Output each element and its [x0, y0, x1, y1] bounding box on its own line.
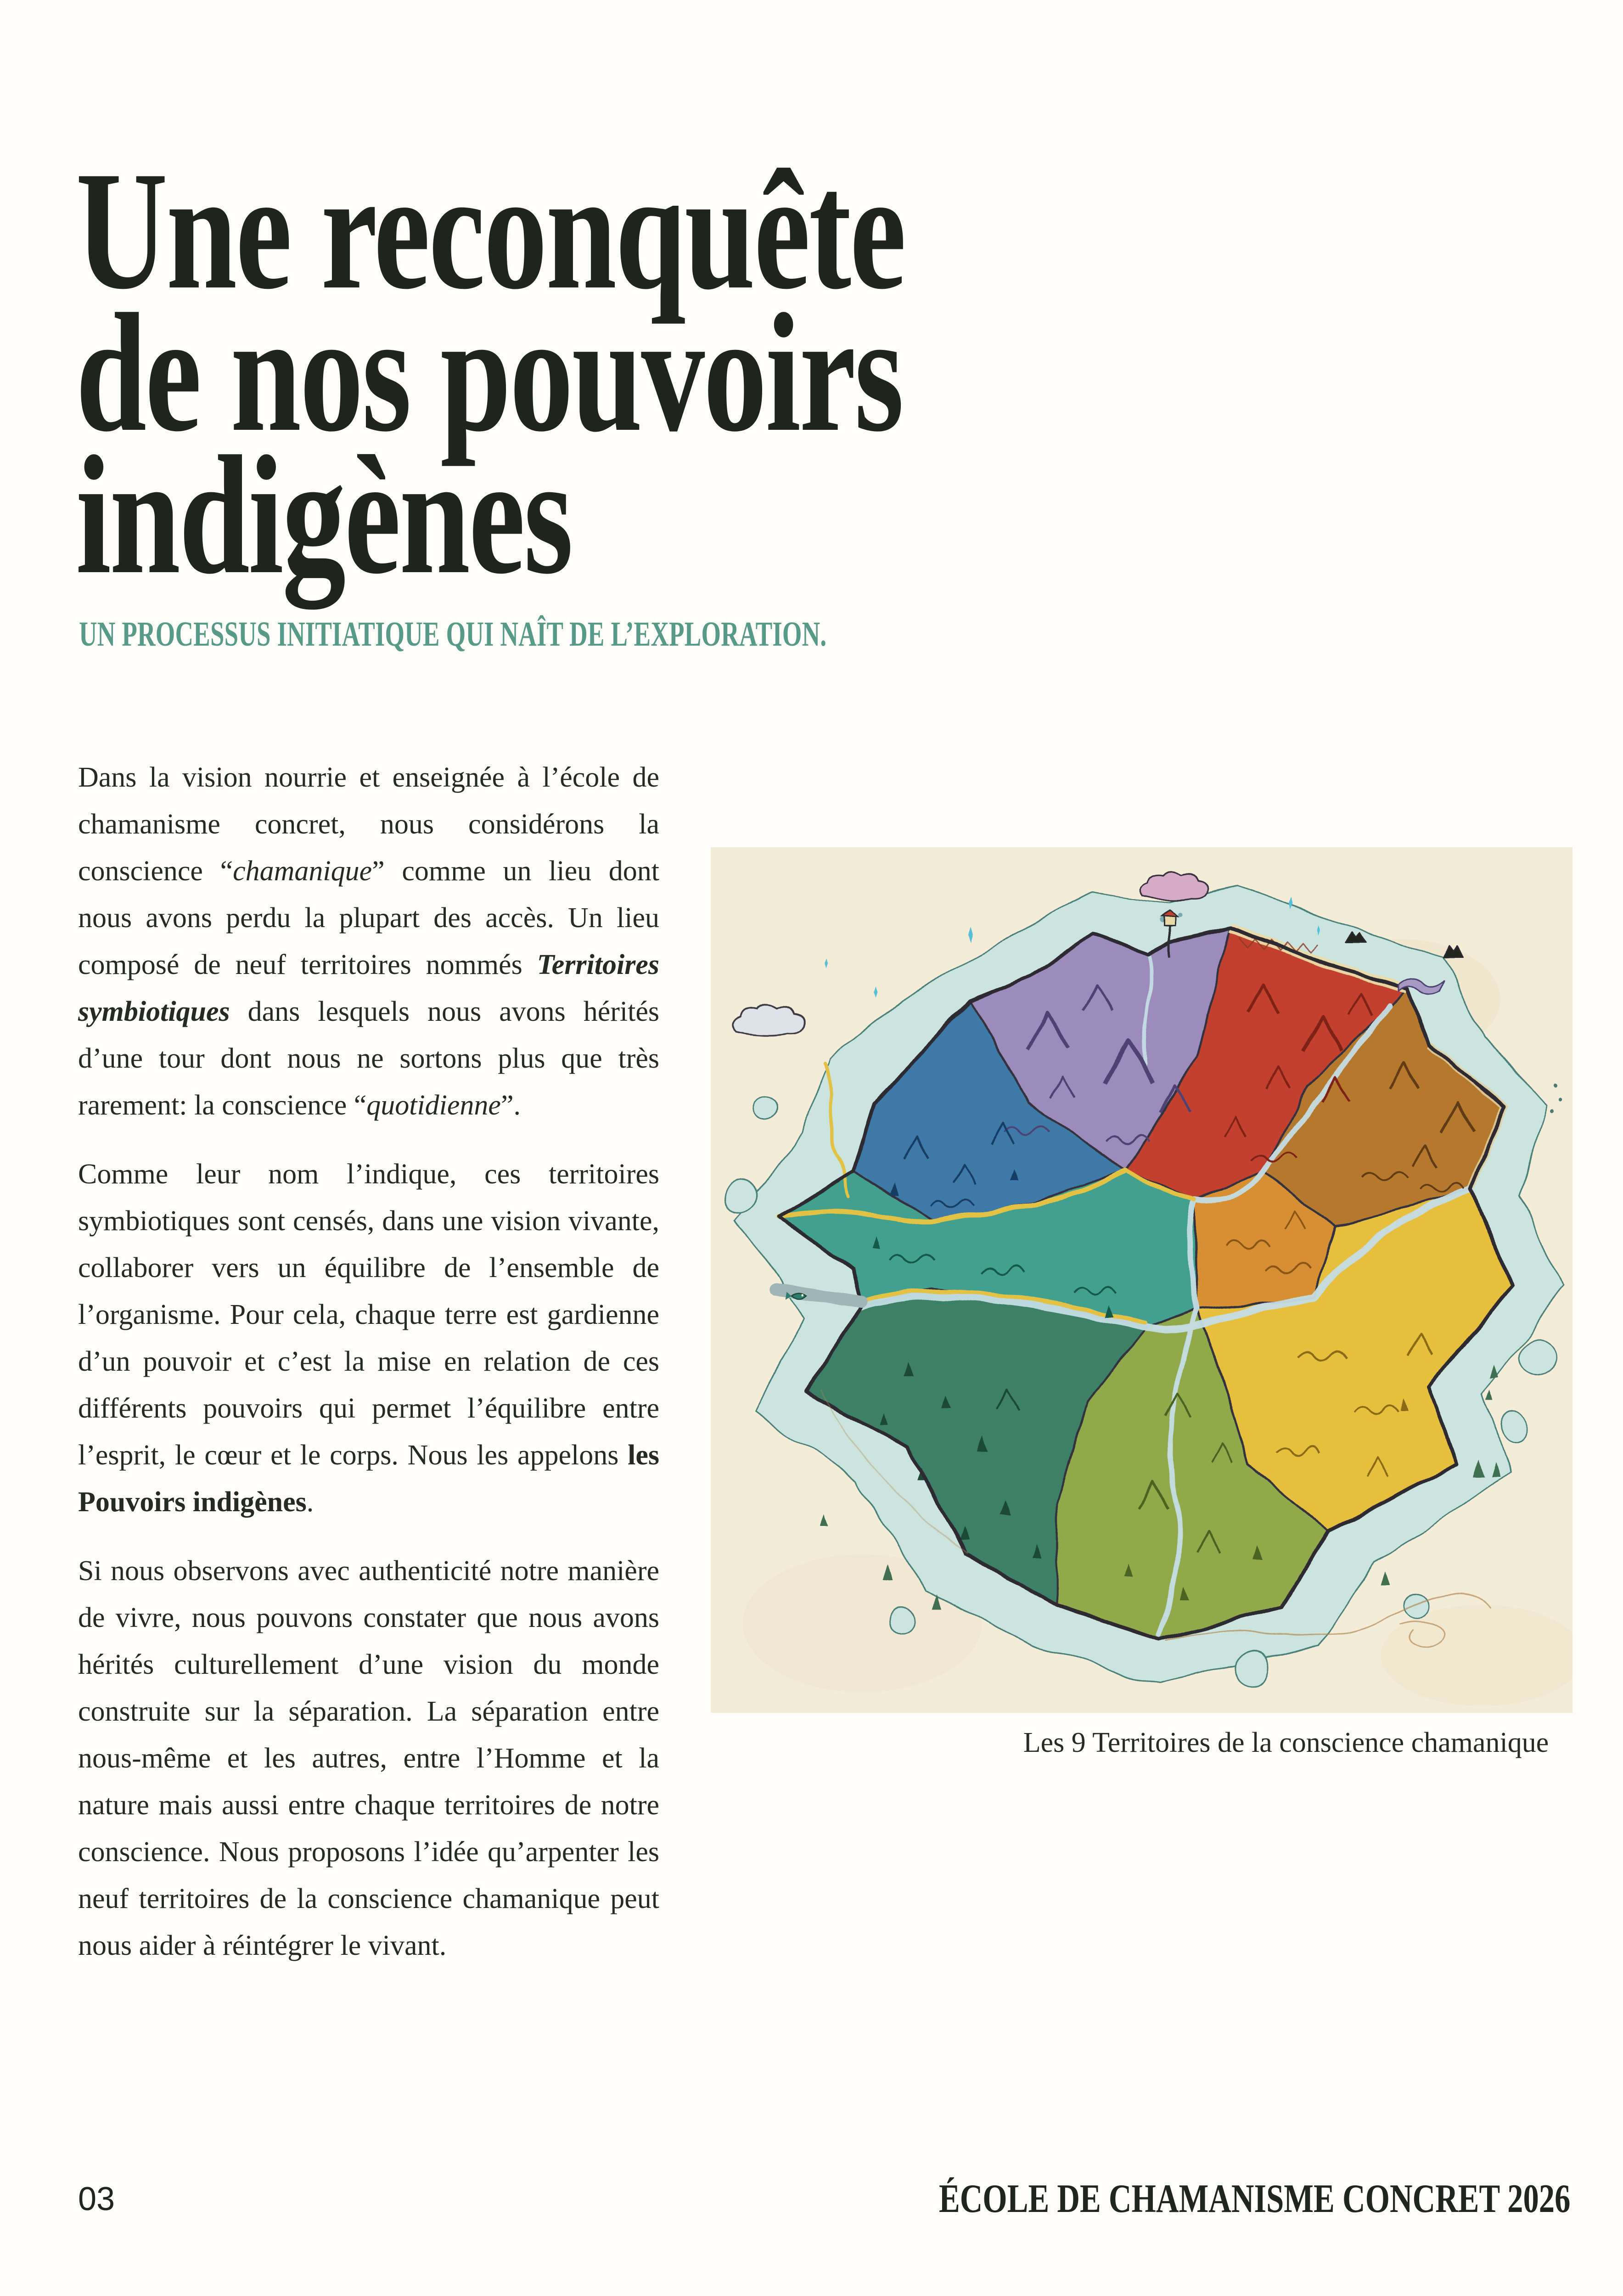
text-run: quotidienne — [366, 1090, 501, 1121]
text-run: ” comme un lieu dont nous avons perdu la plupart des accès. Un lieu composé de neuf territoires nommés — [78, 855, 659, 980]
text-run: Territoires symbiotiques — [78, 949, 659, 1027]
title-line-1: Une reconquête — [76, 136, 905, 325]
page-title — [76, 136, 1181, 609]
map-figure — [711, 847, 1572, 1713]
text-run: . — [306, 1486, 314, 1518]
text-run: Si nous observons avec authenticité notre manière de vivre, nous pouvons constater que nous avons hérités culturellement d’une vision du monde construite sur la séparation. La séparation entre nous-même et les autres, entre l’Homme et la nature mais aussi entre chaque territoires de notre conscience. Nous proposons l’idée qu’arpenter les neuf territoires de la conscience chamanique peut nous aider à réintégrer le vivant. — [78, 1555, 659, 1961]
article-body — [78, 754, 659, 1991]
paragraph — [78, 1548, 659, 1969]
page-subtitle: UN PROCESSUS INITIATIQUE QUI NAÎT DE L’EXPLORATION. — [79, 615, 827, 653]
map-illustration — [711, 847, 1572, 1713]
text-run: Comme leur nom l’indique, ces territoires symbiotiques sont censés, dans une vision vivante, collaborer vers un équilibre de l’ensemble de l’organisme. Pour cela, chaque terre est gardienne d’un pouvoir et c’est la mise en relation de ces différents pouvoirs qui permet l’équilibre entre l’esprit, le cœur et le corps. Nous les appelons — [78, 1159, 659, 1471]
text-run: dans lesquels nous avons hérités d’une tour dont nous ne sortons plus que très rarement: la conscience “ — [78, 996, 659, 1121]
text-run: chamanique — [233, 855, 372, 887]
title-line-2: de nos pouvoirs — [76, 279, 903, 467]
paragraph — [78, 754, 659, 1129]
text-run: les Pouvoirs indigènes — [78, 1440, 659, 1518]
title-line-3: indigènes — [76, 421, 572, 609]
map-caption: Les 9 Territoires de la conscience chamanique — [1023, 1727, 1549, 1758]
text-run: ”. — [500, 1090, 521, 1121]
text-run: Dans la vision nourrie et enseignée à l’école de chamanisme concret, nous considérons la conscience “ — [78, 762, 659, 887]
footer-brand: ÉCOLE DE CHAMANISME CONCRET 2026 — [938, 2177, 1570, 2221]
paragraph — [78, 1151, 659, 1525]
page-number: 03 — [78, 2181, 115, 2217]
